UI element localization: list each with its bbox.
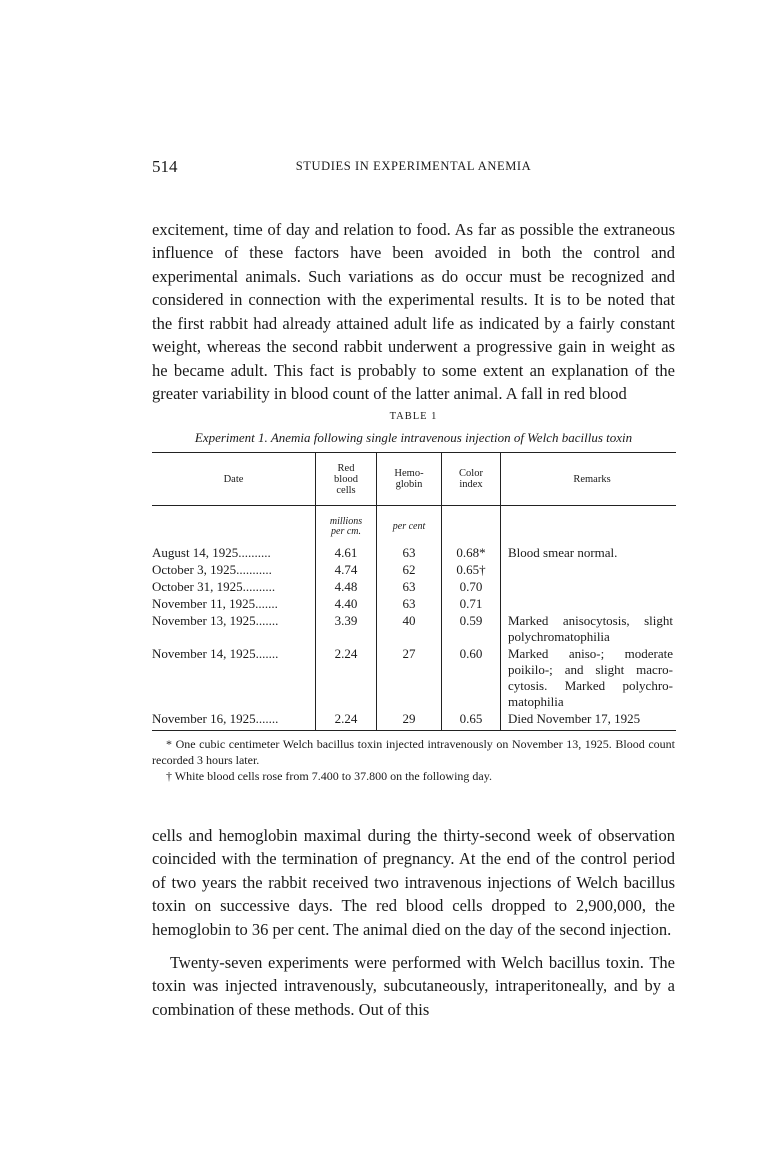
cell-color: 0.60 [442, 645, 501, 710]
cell-date: November 16, 1925....... [152, 710, 316, 731]
header-hemoglobin: Hemo- globin [377, 453, 442, 506]
cell-red: 4.74 [316, 561, 377, 578]
table-row [152, 595, 676, 612]
cell-remarks: Died November 17, 1925 [501, 710, 677, 731]
footnote-2: † White blood cells rose from 7.400 to 37.800 on the following day. [166, 769, 492, 783]
cell-hemo: 63 [377, 595, 442, 612]
cell-color: 0.71 [442, 595, 501, 612]
cell-hemo: 29 [377, 710, 442, 731]
cell-hemo: 63 [377, 544, 442, 561]
cell-color: 0.59 [442, 612, 501, 645]
cell-red: 4.40 [316, 595, 377, 612]
table-row [152, 544, 676, 561]
cell-color: 0.70 [442, 578, 501, 595]
cell-remarks [501, 612, 677, 645]
remarks-text: Marked anisocytosis, slight polychromatophilia [508, 613, 673, 644]
cell-hemo: 27 [377, 645, 442, 710]
table-row [152, 710, 676, 731]
remarks-text: Marked aniso-; moderate poikilo-; and slight macro- cytosis. Marked polychro- matophilia [508, 646, 673, 709]
table-row [152, 645, 676, 710]
table-caption [152, 430, 675, 446]
running-head: STUDIES IN EXPERIMENTAL ANEMIA [295, 159, 532, 173]
header-date: Date [152, 453, 316, 506]
cell-red: 4.61 [316, 544, 377, 561]
cell-color: 0.65† [442, 561, 501, 578]
cell-hemo: 62 [377, 561, 442, 578]
cell-remarks [501, 561, 677, 578]
body-paragraph-1: excitement, time of day and relation to food. As far as possible the extraneous influence of these factors have been avoided in both the control and experimental animals. Such variations as do occur must be recognized and considered in connection with the experimental results. It is to be noted that the first rabbit had already attained adult life as indicated by a fairly constant weight, whereas the second rabbit underwent a progressive gain in weight as he became adult. This fact is probably to some extent an explanation of the greater variability in blood count of the latter animal. A fall in red blood [152, 219, 675, 403]
header-red-blood-cells: Red blood cells [316, 453, 377, 506]
cell-date: October 3, 1925........... [152, 562, 272, 577]
table-row [152, 612, 676, 645]
units-red: millions per cm. [316, 506, 377, 545]
footnote-1: * One cubic centimeter Welch bacillus toxin injected intravenously on November 13, 1925. Blood count recorded 3 hours later. [152, 737, 675, 767]
cell-color: 0.65 [442, 710, 501, 731]
units-color-cell [442, 506, 501, 545]
units-remarks-cell [501, 506, 677, 545]
table-row [152, 561, 676, 578]
body-paragraph-2: cells and hemoglobin maximal during the thirty-second week of observation coincided with the termination of pregnancy. At the end of the control period of two years the rabbit received two intravenous injections of Welch bacillus toxin on successive days. The red blood cells dropped to 2,900,000, the hemoglobin to 36 per cent. The animal died on the day of the second injection. [152, 825, 675, 939]
table-header-row [152, 453, 676, 506]
page-number: 514 [152, 157, 178, 176]
header-remarks: Remarks [501, 453, 677, 506]
cell-hemo: 40 [377, 612, 442, 645]
cell-remarks [501, 595, 677, 612]
units-hemo: per cent [377, 506, 442, 545]
cell-remarks: Blood smear normal. [501, 544, 677, 561]
units-row [152, 506, 676, 545]
page-header [152, 157, 675, 179]
table-caption-text: Anemia following single intravenous injection of Welch bacillus toxin [270, 430, 633, 445]
cell-remarks [501, 645, 677, 710]
cell-date: November 11, 1925....... [152, 596, 278, 611]
cell-hemo: 63 [377, 578, 442, 595]
data-table [152, 452, 676, 731]
cell-red: 2.24 [316, 710, 377, 731]
cell-red: 3.39 [316, 612, 377, 645]
cell-date: November 14, 1925....... [152, 646, 279, 661]
table-caption-lead: Experiment 1. [194, 430, 268, 445]
cell-date: October 31, 1925.......... [152, 579, 276, 594]
body-paragraph-3: Twenty-seven experiments were performed with Welch bacillus toxin. The toxin was injected intravenously, subcutaneously, intraperitoneally, and by a combination of these methods. Out of this [152, 952, 675, 1019]
units-date-cell [152, 506, 316, 545]
cell-red: 2.24 [316, 645, 377, 710]
cell-remarks [501, 578, 677, 595]
cell-date: November 13, 1925....... [152, 613, 279, 628]
cell-date: August 14, 1925.......... [152, 545, 271, 560]
table-label: TABLE 1 [389, 411, 438, 422]
table-row [152, 578, 676, 595]
cell-color: 0.68* [442, 544, 501, 561]
header-color-index: Color index [442, 453, 501, 506]
cell-red: 4.48 [316, 578, 377, 595]
